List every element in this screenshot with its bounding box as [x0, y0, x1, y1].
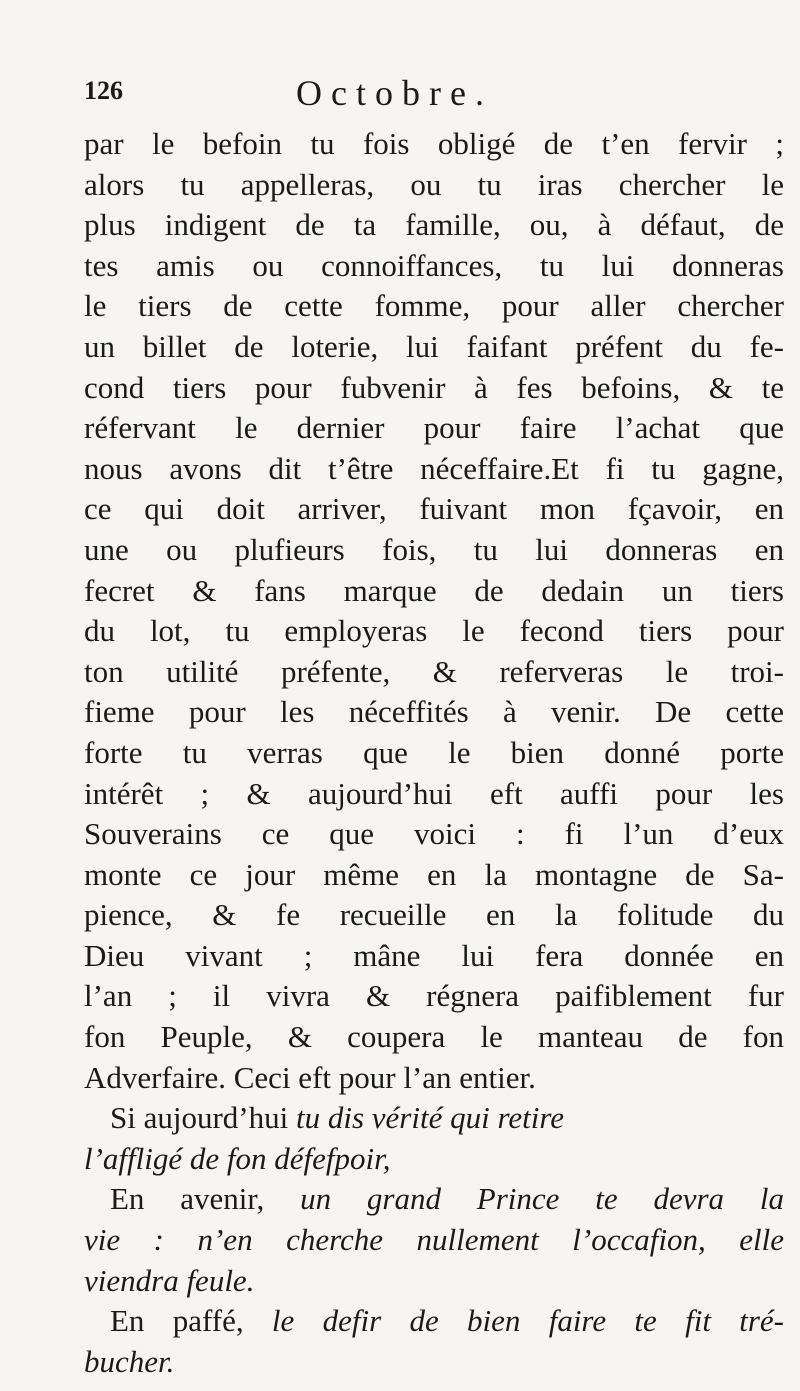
text-line: tes amis ou connoiffances, tu lui donneras	[84, 247, 784, 283]
text-line: une ou plufieurs fois, tu lui donneras en	[84, 531, 784, 567]
text-line: intérêt ; & aujourd’hui eft auffi pour les	[84, 775, 784, 811]
paragraph-future-line-3: viendra feule.	[84, 1262, 255, 1298]
text-line: le tiers de cette fomme, pour aller chercher	[84, 288, 784, 324]
text-line: monte ce jour même en la montagne de Sa-	[84, 856, 784, 892]
paragraph-today-line-1	[84, 1098, 784, 1139]
text-line: un billet de loterie, lui faifant préfent du fe-	[84, 328, 784, 364]
text-line: nous avons dit t’être néceffaire.Et fi tu gagne,	[84, 450, 784, 486]
text-line: cond tiers pour fubvenir à fes befoins, & te	[84, 369, 784, 405]
text-line: fieme pour les néceffités à venir. De cette	[84, 694, 784, 730]
running-head: Octobre.	[296, 73, 493, 113]
paragraph-past-line-2: bucher.	[84, 1343, 175, 1379]
today-lead: Si aujourd’hui	[110, 1100, 289, 1136]
text-line: forte tu verras que le bien donné porte	[84, 734, 784, 770]
paragraph-future-line-1	[84, 1179, 784, 1220]
text-line: Dieu vivant ; mâne lui fera donnée en	[84, 937, 784, 973]
paragraph-past-line-1	[84, 1301, 784, 1342]
page-header	[84, 72, 784, 122]
text-line: du lot, tu employeras le fecond tiers pour	[84, 613, 784, 649]
text-line: fecret & fans marque de dedain un tiers	[84, 572, 784, 608]
past-italic-1: le defir de bien faire te fit tré-	[271, 1303, 785, 1339]
paragraph-today-line-2: l’affligé de fon défefpoir,	[84, 1140, 391, 1176]
future-italic-1: un grand Prince te devra la	[300, 1181, 785, 1217]
text-line: ce qui doit arriver, fuivant mon fçavoir, en	[84, 491, 784, 527]
body-text	[84, 124, 784, 1382]
text-line: l’an ; il vivra & régnera paifiblement fur	[84, 978, 784, 1014]
paragraph-future-line-2: vie : n’en cherche nullement l’occafion, elle	[84, 1222, 784, 1258]
text-line: Adverfaire. Ceci eft pour l’an entier.	[84, 1059, 536, 1095]
text-line: plus indigent de ta famille, ou, à défaut, de	[84, 207, 784, 243]
text-line: alors tu appelleras, ou tu iras chercher le	[84, 166, 784, 202]
text-line: par le befoin tu fois obligé de t’en fervir ;	[84, 126, 784, 161]
text-line: Souverains ce que voici : fi l’un d’eux	[84, 816, 784, 852]
text-line: pience, & fe recueille en la folitude du	[84, 897, 784, 933]
future-lead: En avenir,	[110, 1181, 265, 1217]
text-line: ton utilité préfente, & referveras le troi-	[84, 653, 784, 689]
text-line: fon Peuple, & coupera le manteau de fon	[84, 1019, 784, 1055]
today-italic-1: tu dis vérité qui retire	[296, 1100, 565, 1136]
past-lead: En paffé,	[110, 1303, 244, 1339]
text-line: réfervant le dernier pour faire l’achat que	[84, 410, 784, 446]
page-number: 126	[84, 76, 123, 105]
paragraph-main	[84, 124, 784, 1098]
